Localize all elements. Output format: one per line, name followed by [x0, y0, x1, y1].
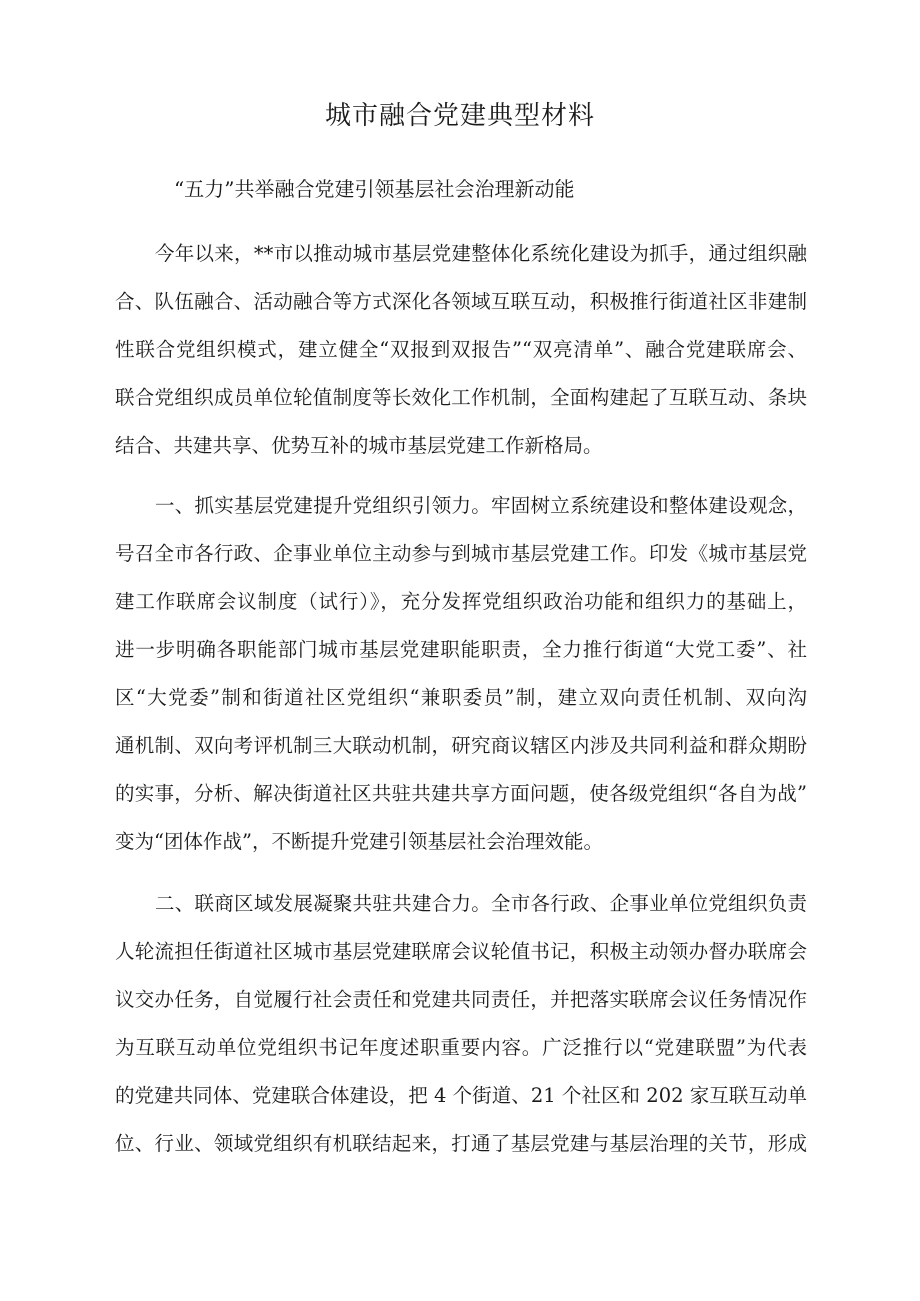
paragraph-line: 合、队伍融合、活动融合等方式深化各领域互联互动，积极推行街道社区非建制	[115, 290, 807, 313]
paragraph-line: 二、联商区域发展凝聚共驻共建合力。全市各行政、企事业单位党组织负责	[155, 892, 807, 915]
paragraph-line: 为互联互动单位党组织书记年度述职重要内容。广泛推行以“党建联盟”为代表	[115, 1036, 807, 1059]
paragraph-line: 一、抓实基层党建提升党组织引领力。牢固树立系统建设和整体建设观念，	[155, 494, 807, 517]
paragraph-line: 性联合党组织模式，建立健全“双报到双报告”“双亮清单”、融合党建联席会、	[115, 338, 807, 361]
paragraph-section-two	[115, 880, 807, 1168]
paragraph-section-one	[115, 482, 807, 866]
paragraph-line: 通机制、双向考评机制三大联动机制，研究商议辖区内涉及共同利益和群众期盼	[115, 734, 807, 757]
paragraph-line: 今年以来，**市以推动城市基层党建整体化系统化建设为抓手，通过组织融	[155, 242, 807, 265]
paragraph-line: 建工作联席会议制度（试行）》，充分发挥党组织政治功能和组织力的基础上，	[115, 590, 807, 613]
paragraph-line: 的党建共同体、党建联合体建设，把 4 个街道、21 个社区和 202 家互联互动单	[115, 1084, 807, 1107]
document-title: 城市融合党建典型材料	[324, 101, 595, 131]
paragraph-line: 号召全市各行政、企事业单位主动参与到城市基层党建工作。印发《城市基层党	[115, 542, 807, 565]
paragraph-line: 结合、共建共享、优势互补的城市基层党建工作新格局。	[115, 434, 603, 457]
paragraph-line: 变为“团体作战”，不断提升党建引领基层社会治理效能。	[115, 830, 603, 853]
paragraph-line: 议交办任务，自觉履行社会责任和党建共同责任，并把落实联席会议任务情况作	[115, 988, 807, 1011]
paragraph-line: 联合党组织成员单位轮值制度等长效化工作机制，全面构建起了互联互动、条块	[115, 386, 807, 409]
paragraph-line: 的实事，分析、解决街道社区共驻共建共享方面问题，使各级党组织“各自为战”	[115, 782, 807, 805]
paragraph-line: 区“大党委”制和街道社区党组织“兼职委员”制，建立双向责任机制、双向沟	[115, 686, 807, 709]
document-subtitle: “五力”共举融合党建引领基层社会治理新动能	[174, 177, 575, 201]
paragraph-line: 进一步明确各职能部门城市基层党建职能职责，全力推行街道“大党工委”、社	[115, 638, 807, 661]
paragraph-intro	[115, 230, 807, 470]
paragraph-line: 人轮流担任街道社区城市基层党建联席会议轮值书记，积极主动领办督办联席会	[115, 940, 807, 963]
paragraph-line: 位、行业、领域党组织有机联结起来，打通了基层党建与基层治理的关节，形成	[115, 1132, 807, 1155]
